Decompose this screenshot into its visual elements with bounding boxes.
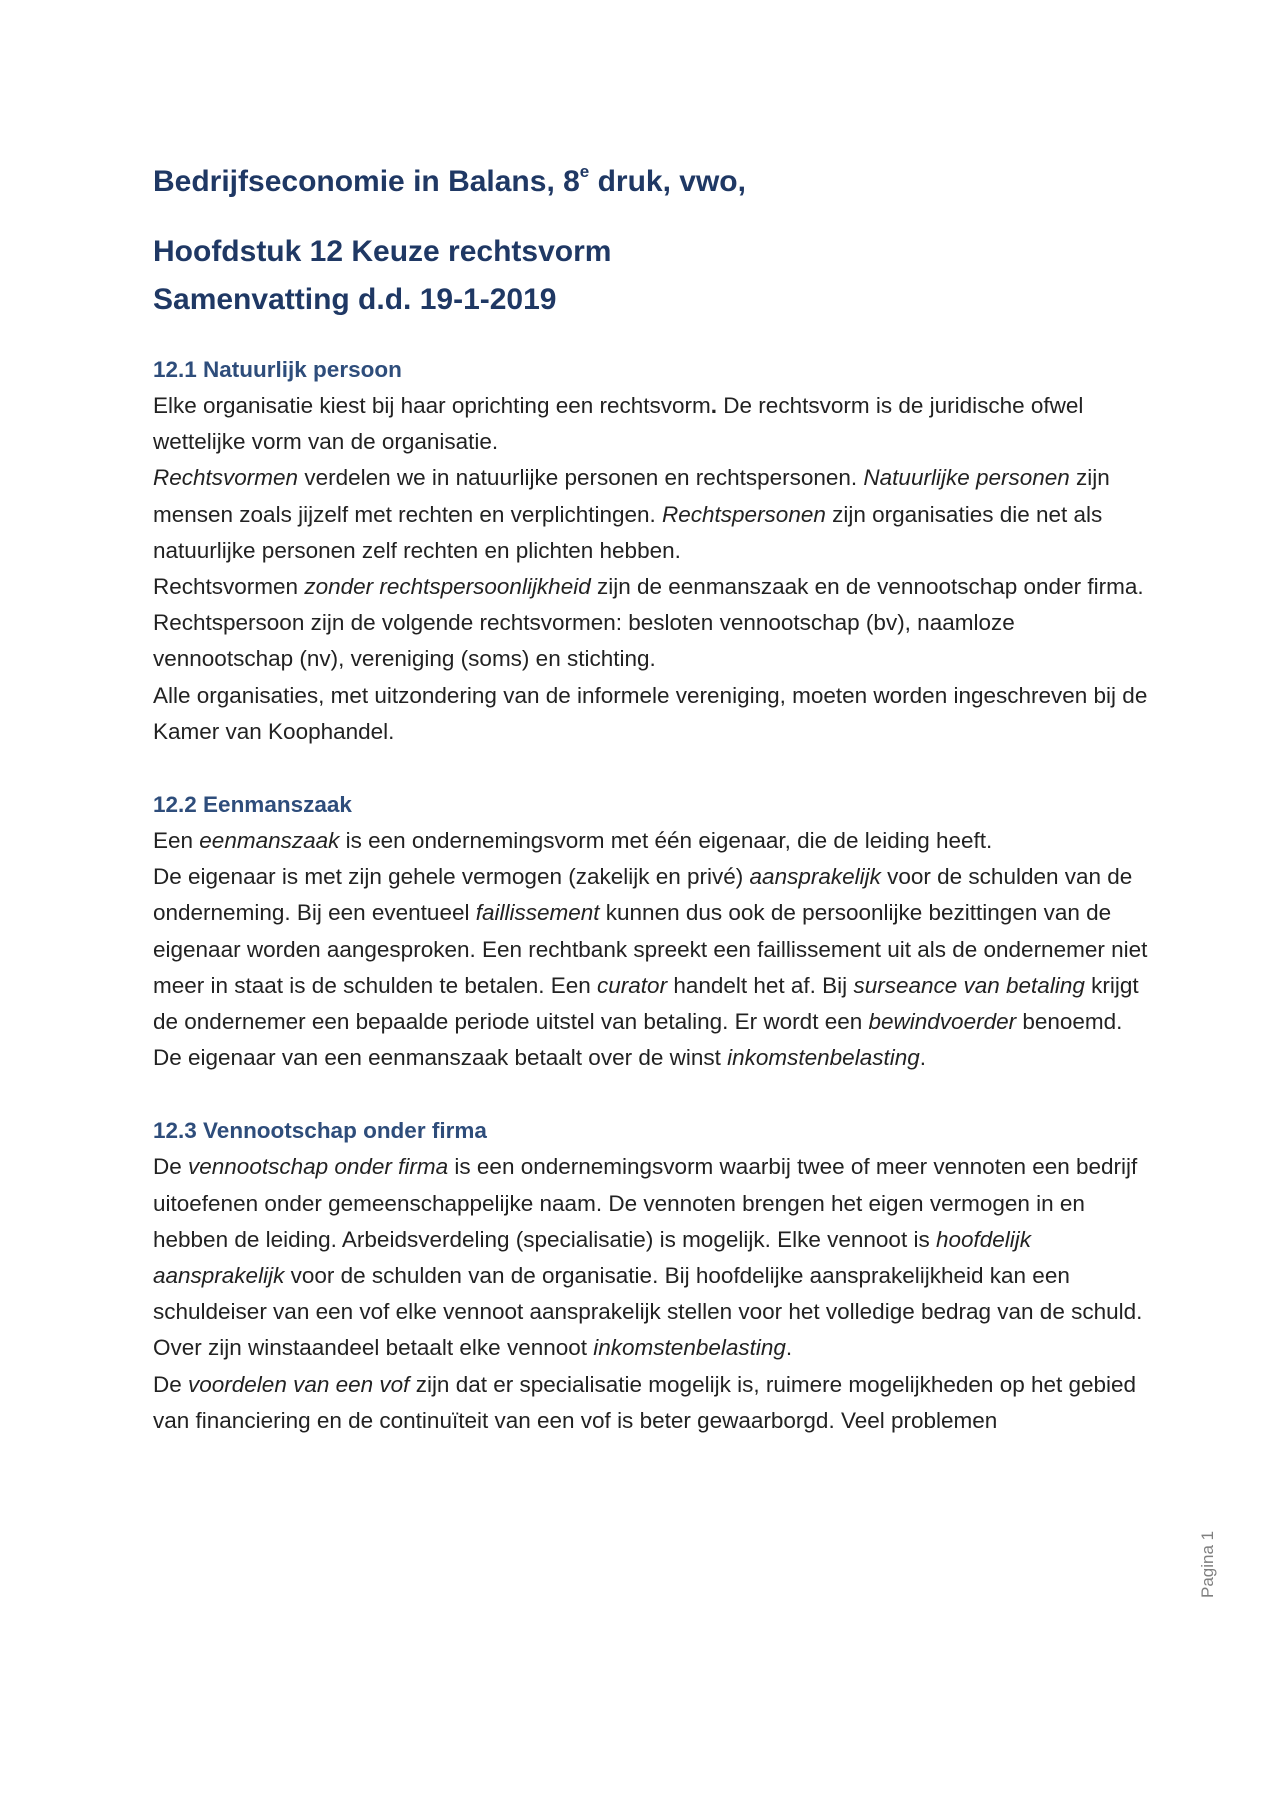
paragraph [153,1040,1153,1076]
emphasized-term: Rechtspersonen [662,501,826,527]
section-natuurlijk-persoon [153,352,1153,750]
section-heading: 12.1 Natuurlijk persoon [153,357,402,382]
emphasized-term: zonder rechtspersoonlijkheid [304,574,591,600]
page-number-text: Pagina 1 [1198,1530,1217,1598]
paragraph [153,859,1153,1040]
emphasized-term: eenmanszaak [199,828,340,854]
text-run: zijn dat er specialisatie mogelijk is, ruimere mogelijkheden op het gebied van financiering en de continuïteit van een vof is beter gewaarborgd. Veel problemen [153,1371,1137,1433]
text-run: zijn mensen zoals jijzelf met rechten en verplichtingen. [153,465,1110,527]
text-run: krijgt de ondernemer een bepaalde periode uitstel van betaling. Er wordt een [153,972,1139,1035]
text-run: De [153,1371,189,1397]
section-heading: 12.3 Vennootschap onder firma [153,1118,487,1144]
paragraph [153,569,1153,605]
text-run: kunnen dus ook de persoonlijke bezittingen van de eigenaar worden aangesproken. Een rechtbank spreekt een faillissement uit als de ondernemer niet meer in staat is de schulden te betalen. Een [153,900,1148,998]
text-run: zijn organisaties die net als natuurlijke personen zelf rechten en plichten hebben. [153,501,1103,563]
paragraph [153,1330,1153,1366]
emphasized-term: inkomstenbelasting [593,1335,786,1361]
text-run: De rechtsvorm is de juridische ofwel wettelijke vorm van de organisatie. [153,393,1084,455]
emphasized-term: curator [597,972,668,998]
text-run: Rechtspersoon zijn de volgende rechtsvormen: besloten vennootschap (bv), naamloze vennootschap (nv), vereniging (soms) en stichting. [153,610,1015,672]
section-vennootschap-onder-firma [153,1113,1153,1439]
text-run: Rechtsvormen [153,574,305,600]
text-run: handelt het af. Bij [667,972,854,998]
emphasized-term: Natuurlijke personen [863,465,1070,491]
emphasized-term: aansprakelijk [749,864,881,890]
text-run: De eigenaar is met zijn gehele vermogen (zakelijk en privé) [153,864,750,890]
text-run: benoemd. [1016,1009,1123,1035]
text-run: zijn de eenmanszaak en de vennootschap onder firma. [590,574,1144,600]
text-run: De [153,1154,189,1180]
emphasized-term: inkomstenbelasting [727,1045,920,1071]
section-heading: 12.2 Eenmanszaak [153,792,352,818]
paragraph [153,823,1153,859]
paragraph [153,1367,1153,1439]
document-title-line-2: Hoofdstuk 12 Keuze rechtsvorm [153,235,612,268]
emphasized-term: Rechtsvormen [153,465,299,491]
text-run: Alle organisaties, met uitzondering van de informele vereniging, moeten worden ingeschreven bij de Kamer van Koophandel. [153,682,1148,744]
document-title-line-3: Samenvatting d.d. 19-1-2019 [153,283,557,316]
text-run: is een ondernemingsvorm waarbij twee of meer vennoten een bedrijf uitoefenen onder gemeenschappelijke naam. De vennoten brengen het eigen vermogen in en hebben de leiding. Arbeidsverdeling (specialisatie) is mogelijk. Elke vennoot is [153,1154,1138,1252]
text-run: De eigenaar van een eenmanszaak betaalt over de winst [153,1045,728,1071]
paragraph [153,460,1153,569]
paragraph [153,1149,1153,1330]
paragraph [153,678,1153,750]
emphasized-term: faillissement [475,900,600,926]
bold-text: . [710,393,718,418]
document-title-line-1: Bedrijfseconomie in Balans, 8e druk, vwo, [153,162,746,198]
document-body [153,352,1153,1476]
emphasized-term: hoofdelijk aansprakelijk [153,1226,1032,1289]
emphasized-term: vennootschap onder firma [188,1154,449,1180]
paragraph [153,605,1153,677]
text-run: Een [153,828,200,854]
text-run: . [785,1335,793,1361]
text-run: Over zijn winstaandeel betaalt elke vennoot [153,1335,594,1361]
text-run: verdelen we in natuurlijke personen en rechtspersonen. [298,465,864,491]
page-number-label [1198,1510,1220,1600]
paragraph [153,388,1153,460]
text-run: voor de schulden van de organisatie. Bij hoofdelijke aansprakelijkheid kan een schuldeiser van een vof elke vennoot aansprakelijk stellen voor het volledige bedrag van de schuld. [153,1263,1143,1325]
emphasized-term: voordelen van een vof [188,1371,410,1397]
title-superscript: e [579,162,590,181]
document-title-block [153,158,1153,324]
emphasized-term: bewindvoerder [868,1009,1017,1035]
section-eenmanszaak [153,787,1153,1076]
text-run: . [919,1045,927,1071]
text-run: Elke organisatie kiest bij haar oprichting een rechtsvorm [153,393,711,418]
emphasized-term: surseance van betaling [853,972,1085,998]
text-run: is een ondernemingsvorm met één eigenaar, die de leiding heeft. [339,828,993,854]
text-run: voor de schulden van de onderneming. Bij een eventueel [153,864,1133,926]
